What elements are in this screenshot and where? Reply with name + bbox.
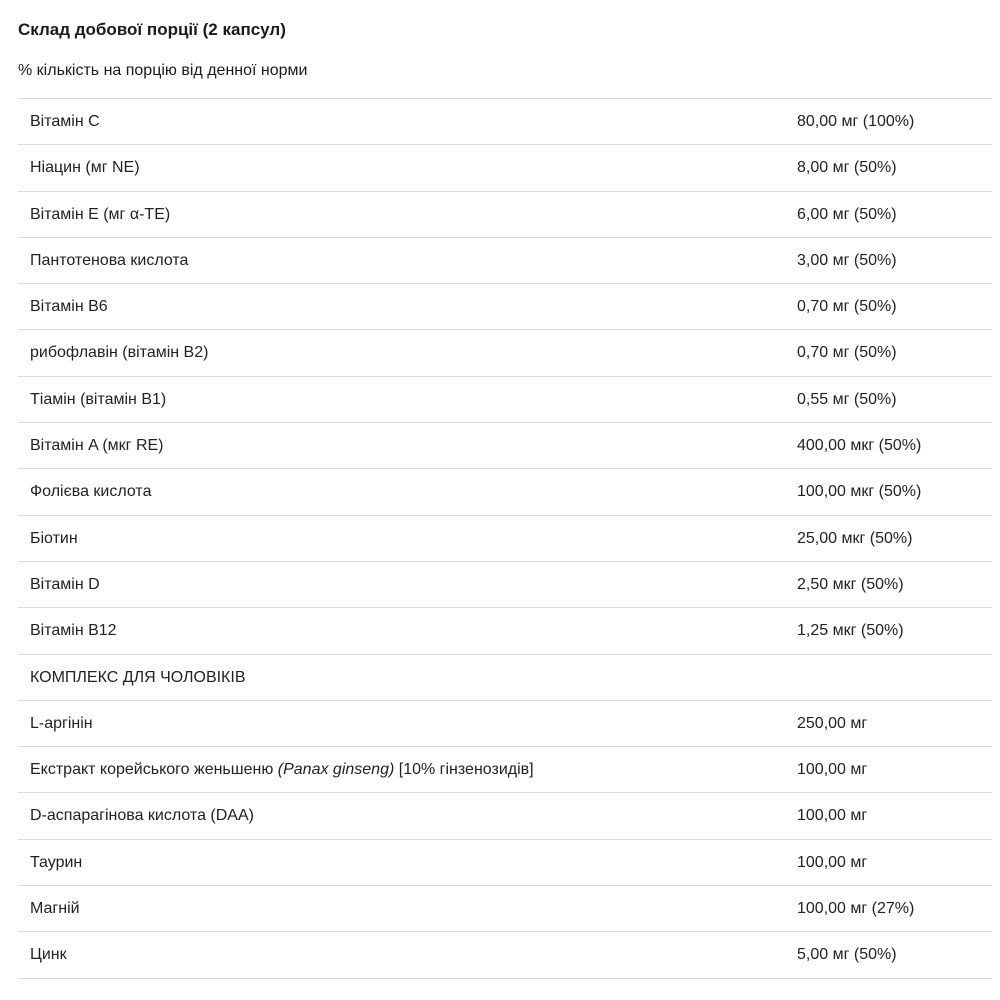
table-row: [18, 932, 992, 978]
ingredient-amount: 80,00 мг (100%): [797, 113, 915, 130]
section-heading: КОМПЛЕКС ДЛЯ ЧОЛОВІКІВ: [30, 668, 246, 686]
ingredient-name: Вітамін B6: [30, 298, 108, 316]
table-row: [18, 423, 992, 469]
ingredient-amount: 6,00 мг (50%): [797, 205, 897, 223]
table-row: [18, 562, 992, 608]
page-subtitle: % кількість на порцію від денної норми: [18, 62, 308, 79]
ingredient-name: Біотин: [30, 529, 78, 547]
ingredient-name: Вітамін D: [30, 575, 100, 593]
ingredient-name: Магній: [30, 900, 80, 918]
table-section-row: [18, 655, 992, 701]
ingredient-amount: 3,00 мг (50%): [797, 251, 897, 269]
table-row: [18, 701, 992, 747]
ingredient-amount: 100,00 мг: [797, 761, 868, 779]
table-row: [18, 377, 992, 423]
table-row: [18, 793, 992, 839]
table-row: [18, 840, 992, 886]
table-row: [18, 747, 992, 793]
ingredient-name: Вітамін C: [30, 113, 100, 130]
ingredient-amount: 250,00 мг: [797, 714, 868, 732]
latin-name: (Panax ginseng): [277, 761, 395, 779]
table-row: [18, 145, 992, 191]
page-title: Склад добової порції (2 капсул): [18, 20, 286, 39]
ingredient-amount: 25,00 мкг (50%): [797, 529, 913, 547]
ingredient-name: Пантотенова кислота: [30, 251, 189, 269]
table-row: [18, 516, 992, 562]
ingredient-amount: 0,70 мг (50%): [797, 298, 897, 316]
ingredient-name-note: [10% гінзенозидів]: [394, 761, 534, 779]
ingredient-name-text: Екстракт корейського женьшеню: [30, 761, 278, 779]
ingredient-name: D-аспарагінова кислота (DAA): [30, 807, 254, 825]
ingredient-amount: 0,55 мг (50%): [797, 390, 897, 408]
table-row: [18, 608, 992, 654]
ingredients-table: [18, 98, 992, 979]
ingredient-amount: 2,50 мкг (50%): [797, 575, 904, 593]
table-row: [18, 192, 992, 238]
ingredient-name: Таурин: [30, 853, 83, 871]
ingredient-name: рибофлавін (вітамін B2): [30, 344, 209, 362]
ingredient-amount: 400,00 мкг (50%): [797, 437, 922, 455]
ingredient-amount: 100,00 мкг (50%): [797, 483, 922, 501]
ingredient-name: Ніацин (мг NE): [30, 159, 140, 177]
ingredient-name: L-аргінін: [30, 714, 93, 732]
ingredient-amount: 5,00 мг (50%): [797, 946, 897, 964]
ingredient-name: Фолієва кислота: [30, 483, 152, 501]
ingredient-amount: 8,00 мг (50%): [797, 159, 897, 177]
table-row: [18, 238, 992, 284]
ingredient-name: Вітамін B12: [30, 622, 117, 640]
ingredient-amount: 100,00 мг (27%): [797, 900, 915, 918]
ingredient-amount: 0,70 мг (50%): [797, 344, 897, 362]
ingredient-amount: 100,00 мг: [797, 807, 868, 825]
ingredient-name: Вітамін E (мг α-TE): [30, 205, 171, 223]
table-row: [18, 330, 992, 376]
ingredient-name: [30, 747, 534, 793]
table-row: [18, 469, 992, 515]
ingredient-name: Цинк: [30, 946, 67, 964]
ingredient-amount: 1,25 мкг (50%): [797, 622, 904, 640]
ingredient-name: Вітамін A (мкг RE): [30, 437, 164, 455]
table-row: [18, 99, 992, 145]
table-row: [18, 886, 992, 932]
ingredient-amount: 100,00 мг: [797, 853, 868, 871]
table-row: [18, 284, 992, 330]
ingredient-name: Тіамін (вітамін B1): [30, 390, 167, 408]
